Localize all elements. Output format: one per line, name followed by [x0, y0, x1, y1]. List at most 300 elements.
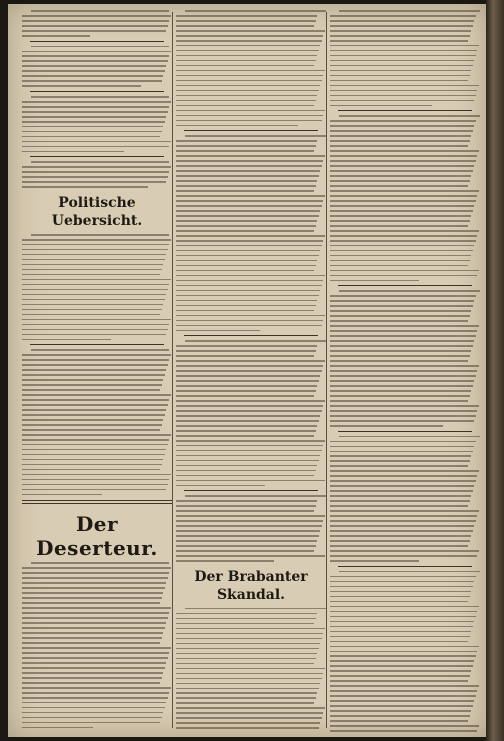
text-line — [185, 608, 326, 610]
text-line — [176, 295, 319, 297]
text-line — [330, 70, 471, 72]
text-line — [176, 707, 325, 709]
article-body — [176, 495, 326, 561]
text-line — [330, 140, 470, 142]
text-line — [339, 290, 480, 292]
text-line — [176, 240, 323, 242]
column-left — [22, 10, 172, 732]
text-line — [22, 121, 165, 123]
text-line — [330, 591, 471, 593]
text-line — [176, 265, 316, 267]
text-line — [330, 90, 477, 92]
text-line — [22, 151, 124, 153]
text-line — [176, 255, 319, 257]
text-line — [330, 465, 468, 467]
text-line — [330, 260, 470, 262]
text-line — [22, 592, 163, 594]
text-line — [330, 250, 473, 252]
text-line — [22, 25, 168, 27]
text-line — [330, 35, 470, 37]
text-line — [176, 545, 316, 547]
text-line — [22, 697, 168, 699]
text-line — [330, 55, 476, 57]
text-line — [339, 10, 480, 12]
text-line — [176, 65, 314, 67]
text-line — [330, 80, 468, 82]
text-line — [22, 597, 162, 599]
text-line — [22, 667, 165, 669]
text-line — [176, 155, 325, 157]
text-line — [176, 370, 322, 372]
text-line — [330, 130, 473, 132]
text-line — [22, 444, 168, 446]
text-line — [22, 572, 169, 574]
text-line — [330, 60, 474, 62]
article-body — [330, 571, 480, 732]
text-line — [330, 215, 471, 217]
text-line — [330, 555, 477, 557]
text-line — [330, 280, 419, 282]
text-line — [22, 702, 166, 704]
text-line — [176, 120, 322, 122]
text-line — [22, 419, 163, 421]
article-separator — [30, 156, 164, 157]
text-line — [330, 200, 476, 202]
text-line — [176, 40, 322, 42]
text-line — [22, 30, 166, 32]
text-line — [330, 325, 479, 327]
article-body — [22, 10, 172, 37]
text-line — [330, 125, 474, 127]
text-line — [22, 319, 171, 321]
text-line — [330, 170, 473, 172]
text-line — [22, 181, 166, 183]
text-line — [22, 329, 168, 331]
text-line — [330, 540, 470, 542]
text-line — [22, 264, 163, 266]
text-line — [330, 275, 477, 277]
column-right — [330, 10, 480, 732]
text-line — [22, 369, 166, 371]
text-line — [330, 616, 476, 618]
text-line — [330, 685, 479, 687]
text-line — [22, 414, 165, 416]
article-separator — [184, 490, 318, 491]
text-line — [176, 355, 314, 357]
text-line — [176, 692, 317, 694]
text-line — [176, 195, 325, 197]
text-line — [22, 51, 171, 53]
text-line — [22, 484, 168, 486]
text-line — [176, 653, 317, 655]
text-line — [339, 436, 480, 438]
text-line — [176, 280, 323, 282]
text-line — [330, 295, 476, 297]
text-line — [330, 365, 479, 367]
text-line — [22, 60, 168, 62]
article-headline: Der Deserteur. — [36, 512, 158, 561]
article-separator — [338, 285, 472, 286]
column-rule — [172, 12, 173, 728]
text-line — [22, 434, 171, 436]
text-line — [185, 135, 326, 137]
text-line — [176, 80, 322, 82]
text-line — [330, 665, 473, 667]
text-line — [330, 225, 468, 227]
text-line — [22, 294, 166, 296]
text-line — [176, 405, 323, 407]
text-line — [330, 415, 476, 417]
text-line — [176, 245, 322, 247]
text-line — [176, 110, 325, 112]
text-line — [176, 205, 322, 207]
text-line — [22, 632, 163, 634]
text-line — [330, 370, 477, 372]
text-line — [22, 339, 111, 341]
text-line — [31, 46, 169, 48]
text-line — [176, 702, 314, 704]
column-rule — [326, 12, 327, 728]
article-headline: Der Brabanter Skandal. — [194, 568, 308, 603]
text-line — [330, 525, 474, 527]
text-line — [22, 612, 169, 614]
text-line — [176, 220, 317, 222]
text-line — [22, 111, 168, 113]
text-line — [22, 439, 169, 441]
text-line — [22, 677, 162, 679]
text-line — [22, 622, 166, 624]
text-line — [176, 712, 323, 714]
text-line — [330, 45, 479, 47]
text-line — [22, 617, 168, 619]
text-line — [330, 520, 476, 522]
article-separator — [184, 130, 318, 131]
text-line — [330, 636, 470, 638]
text-line — [330, 725, 479, 727]
text-line — [330, 205, 474, 207]
text-line — [330, 455, 471, 457]
text-line — [330, 165, 474, 167]
text-line — [330, 631, 471, 633]
article-separator — [30, 344, 164, 345]
text-line — [176, 230, 314, 232]
page-edge — [486, 0, 504, 741]
text-line — [22, 647, 171, 649]
text-line — [330, 390, 471, 392]
text-line — [176, 390, 316, 392]
text-line — [176, 460, 319, 462]
text-line — [176, 717, 322, 719]
text-line — [330, 65, 473, 67]
text-line — [176, 420, 319, 422]
text-line — [176, 15, 317, 17]
article-body — [22, 96, 172, 152]
text-line — [330, 441, 476, 443]
text-line — [176, 628, 325, 630]
text-line — [176, 535, 319, 537]
text-line — [22, 567, 171, 569]
text-line — [22, 662, 166, 664]
text-line — [176, 683, 320, 685]
text-line — [176, 260, 317, 262]
text-line — [330, 490, 473, 492]
text-line — [185, 495, 326, 497]
text-line — [176, 485, 265, 487]
text-line — [22, 389, 160, 391]
column-middle — [176, 10, 326, 732]
text-line — [22, 459, 163, 461]
text-line — [330, 460, 470, 462]
text-line — [330, 155, 477, 157]
text-line — [22, 379, 163, 381]
text-line — [330, 255, 471, 257]
text-line — [330, 611, 477, 613]
article-body — [22, 46, 172, 87]
text-line — [176, 45, 320, 47]
text-line — [176, 170, 320, 172]
text-line — [176, 515, 325, 517]
text-line — [176, 90, 319, 92]
text-line — [31, 349, 169, 351]
article-body — [22, 349, 172, 495]
text-line — [176, 345, 317, 347]
text-line — [176, 400, 325, 402]
text-line — [176, 727, 319, 729]
text-line — [22, 474, 171, 476]
text-line — [330, 300, 474, 302]
text-line — [330, 395, 470, 397]
text-line — [176, 688, 319, 690]
text-line — [330, 535, 471, 537]
article-body — [176, 608, 326, 732]
text-line — [22, 85, 141, 87]
section-separator — [22, 500, 172, 504]
text-line — [176, 560, 274, 562]
text-line — [176, 215, 319, 217]
text-line — [176, 445, 323, 447]
text-line — [22, 354, 171, 356]
text-line — [22, 101, 171, 103]
article-body — [22, 161, 172, 188]
text-line — [22, 707, 165, 709]
text-line — [330, 646, 479, 648]
text-line — [176, 673, 323, 675]
text-line — [22, 489, 166, 491]
text-line — [330, 235, 477, 237]
article-body — [330, 115, 480, 281]
text-line — [176, 350, 316, 352]
text-line — [22, 249, 168, 251]
text-line — [176, 145, 316, 147]
text-line — [22, 15, 171, 17]
text-line — [330, 670, 471, 672]
text-line — [330, 135, 471, 137]
text-line — [330, 485, 474, 487]
text-line — [330, 400, 468, 402]
text-line — [176, 395, 314, 397]
text-line — [330, 495, 471, 497]
newspaper-page — [8, 4, 486, 737]
text-line — [22, 602, 160, 604]
text-line — [22, 186, 148, 188]
text-line — [22, 176, 168, 178]
text-line — [330, 230, 479, 232]
text-line — [176, 200, 323, 202]
text-line — [176, 500, 317, 502]
text-line — [330, 446, 474, 448]
text-line — [176, 435, 314, 437]
text-line — [330, 40, 468, 42]
text-line — [22, 627, 165, 629]
text-line — [22, 652, 169, 654]
text-line — [330, 410, 477, 412]
text-line — [176, 425, 317, 427]
text-line — [330, 606, 479, 608]
text-line — [330, 160, 476, 162]
text-line — [22, 399, 169, 401]
text-line — [176, 150, 314, 152]
text-line — [22, 75, 163, 77]
text-line — [330, 190, 479, 192]
text-line — [339, 571, 480, 573]
article-body — [330, 436, 480, 562]
text-line — [176, 663, 314, 665]
text-line — [330, 695, 476, 697]
text-line — [330, 375, 476, 377]
text-line — [176, 315, 325, 317]
text-line — [330, 380, 474, 382]
text-line — [22, 166, 171, 168]
text-line — [330, 690, 477, 692]
text-line — [176, 95, 317, 97]
text-line — [176, 300, 317, 302]
text-line — [22, 171, 169, 173]
text-line — [330, 145, 468, 147]
text-line — [22, 637, 162, 639]
text-line — [176, 450, 322, 452]
article-body — [22, 562, 172, 728]
text-line — [330, 660, 474, 662]
text-line — [22, 146, 169, 148]
article-separator — [338, 431, 472, 432]
text-line — [176, 385, 317, 387]
article-headline: Politische Uebersicht. — [51, 194, 143, 229]
text-line — [176, 678, 322, 680]
text-line — [330, 560, 419, 562]
text-line — [176, 375, 320, 377]
text-line — [330, 315, 470, 317]
text-line — [176, 325, 322, 327]
text-line — [330, 25, 473, 27]
text-line — [22, 479, 169, 481]
text-line — [22, 394, 171, 396]
text-line — [22, 577, 168, 579]
text-line — [330, 586, 473, 588]
text-line — [22, 359, 169, 361]
text-line — [22, 274, 160, 276]
text-line — [176, 643, 320, 645]
text-line — [176, 722, 320, 724]
text-line — [176, 60, 316, 62]
text-line — [176, 540, 317, 542]
text-line — [22, 727, 93, 729]
text-line — [22, 687, 171, 689]
text-line — [330, 621, 474, 623]
text-line — [330, 360, 468, 362]
text-line — [22, 449, 166, 451]
text-line — [176, 270, 314, 272]
text-line — [330, 576, 476, 578]
text-line — [330, 720, 468, 722]
text-line — [330, 185, 468, 187]
text-line — [22, 494, 102, 496]
article-separator — [30, 91, 164, 92]
text-line — [22, 136, 160, 138]
text-line — [330, 505, 468, 507]
text-line — [176, 613, 317, 615]
text-line — [330, 550, 479, 552]
text-line — [22, 364, 168, 366]
text-line — [330, 310, 471, 312]
text-line — [22, 692, 169, 694]
text-line — [176, 310, 314, 312]
text-line — [176, 190, 314, 192]
text-line — [330, 345, 473, 347]
text-line — [330, 20, 474, 22]
text-line — [330, 655, 476, 657]
text-line — [22, 722, 160, 724]
text-line — [176, 30, 325, 32]
text-line — [176, 430, 316, 432]
text-line — [22, 314, 160, 316]
text-line — [22, 254, 166, 256]
text-line — [330, 596, 470, 598]
text-line — [330, 710, 471, 712]
text-line — [22, 70, 165, 72]
text-line — [176, 305, 316, 307]
text-line — [22, 284, 169, 286]
text-line — [22, 469, 160, 471]
text-line — [22, 409, 166, 411]
text-line — [176, 85, 320, 87]
text-line — [176, 365, 323, 367]
text-line — [330, 265, 468, 267]
text-line — [22, 672, 163, 674]
text-line — [176, 470, 316, 472]
text-line — [330, 95, 476, 97]
text-line — [330, 651, 477, 653]
text-line — [330, 730, 477, 732]
text-line — [22, 334, 166, 336]
text-line — [330, 530, 473, 532]
text-line — [22, 126, 163, 128]
text-line — [330, 451, 473, 453]
text-line — [22, 642, 160, 644]
text-line — [330, 50, 477, 52]
article-body — [22, 234, 172, 340]
text-line — [330, 100, 474, 102]
text-line — [176, 555, 325, 557]
text-line — [330, 675, 470, 677]
text-line — [22, 429, 160, 431]
text-line — [176, 697, 316, 699]
text-line — [330, 510, 479, 512]
text-line — [330, 641, 468, 643]
text-line — [22, 384, 162, 386]
text-line — [176, 25, 314, 27]
text-line — [176, 330, 260, 332]
text-line — [176, 75, 323, 77]
